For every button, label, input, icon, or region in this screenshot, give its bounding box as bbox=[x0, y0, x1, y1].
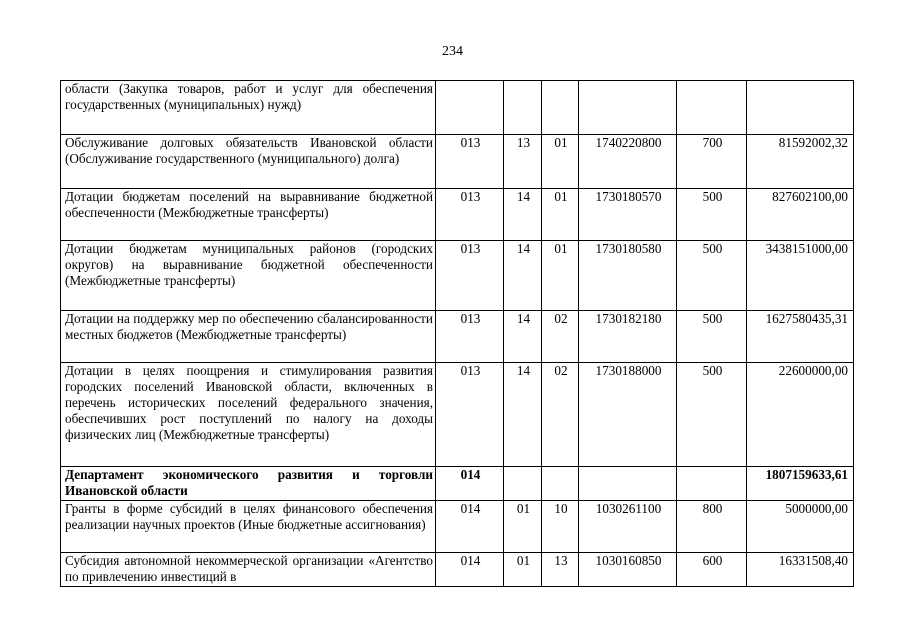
amount-cell: 3438151000,00 bbox=[747, 241, 854, 311]
desc-cell: Дотации бюджетам муниципальных районов (городских округов) на выравнивание бюджетной обеспеченности (Межбюджетные трансферты) bbox=[61, 241, 436, 311]
target-article-cell: 1730180580 bbox=[579, 241, 677, 311]
subsection-code-cell: 01 bbox=[542, 189, 579, 241]
ministry-code-cell bbox=[436, 81, 504, 135]
amount-cell: 22600000,00 bbox=[747, 363, 854, 467]
ministry-code-cell: 013 bbox=[436, 311, 504, 363]
amount-cell: 81592002,32 bbox=[747, 135, 854, 189]
section-code-cell: 14 bbox=[504, 241, 542, 311]
amount-cell: 16331508,40 bbox=[747, 553, 854, 587]
subsection-code-cell: 02 bbox=[542, 363, 579, 467]
table-row bbox=[61, 241, 854, 311]
ministry-code-cell: 013 bbox=[436, 241, 504, 311]
subsection-code-cell: 13 bbox=[542, 553, 579, 587]
table-row bbox=[61, 81, 854, 135]
section-code-cell: 01 bbox=[504, 553, 542, 587]
target-article-cell: 1740220800 bbox=[579, 135, 677, 189]
expense-type-cell bbox=[677, 467, 747, 501]
expense-type-cell: 500 bbox=[677, 189, 747, 241]
ministry-code-cell: 013 bbox=[436, 363, 504, 467]
section-code-cell bbox=[504, 467, 542, 501]
desc-cell: Обслуживание долговых обязательств Ивановской области (Обслуживание государственного (муниципального) долга) bbox=[61, 135, 436, 189]
ministry-code-cell: 014 bbox=[436, 467, 504, 501]
section-code-cell: 01 bbox=[504, 501, 542, 553]
desc-cell: Дотации бюджетам поселений на выравнивание бюджетной обеспеченности (Межбюджетные трансферты) bbox=[61, 189, 436, 241]
expense-type-cell: 500 bbox=[677, 311, 747, 363]
desc-cell: Дотации на поддержку мер по обеспечению сбалансированности местных бюджетов (Межбюджетные трансферты) bbox=[61, 311, 436, 363]
desc-cell: Субсидия автономной некоммерческой организации «Агентство по привлечению инвестиций в bbox=[61, 553, 436, 587]
expense-type-cell: 600 bbox=[677, 553, 747, 587]
table-row bbox=[61, 311, 854, 363]
target-article-cell: 1030261100 bbox=[579, 501, 677, 553]
desc-cell: Дотации в целях поощрения и стимулирования развития городских поселений Ивановской области, включенных в перечень исторических поселений федерального значения, обеспечивших рост поступлений по налогу на доходы физических лиц (Межбюджетные трансферты) bbox=[61, 363, 436, 467]
expense-type-cell bbox=[677, 81, 747, 135]
expense-type-cell: 700 bbox=[677, 135, 747, 189]
subsection-code-cell bbox=[542, 81, 579, 135]
amount-cell: 1627580435,31 bbox=[747, 311, 854, 363]
target-article-cell bbox=[579, 467, 677, 501]
desc-cell: Гранты в форме субсидий в целях финансового обеспечения реализации научных проектов (Иные бюджетные ассигнования) bbox=[61, 501, 436, 553]
subsection-code-cell: 10 bbox=[542, 501, 579, 553]
table-row bbox=[61, 189, 854, 241]
amount-cell: 827602100,00 bbox=[747, 189, 854, 241]
expense-type-cell: 500 bbox=[677, 363, 747, 467]
subsection-code-cell bbox=[542, 467, 579, 501]
table-row bbox=[61, 467, 854, 501]
section-code-cell bbox=[504, 81, 542, 135]
subsection-code-cell: 01 bbox=[542, 135, 579, 189]
target-article-cell bbox=[579, 81, 677, 135]
subsection-code-cell: 01 bbox=[542, 241, 579, 311]
section-code-cell: 13 bbox=[504, 135, 542, 189]
ministry-code-cell: 014 bbox=[436, 501, 504, 553]
section-code-cell: 14 bbox=[504, 189, 542, 241]
target-article-cell: 1730180570 bbox=[579, 189, 677, 241]
section-code-cell: 14 bbox=[504, 363, 542, 467]
amount-cell: 1807159633,61 bbox=[747, 467, 854, 501]
target-article-cell: 1030160850 bbox=[579, 553, 677, 587]
table-row bbox=[61, 363, 854, 467]
table-row bbox=[61, 553, 854, 587]
expense-type-cell: 800 bbox=[677, 501, 747, 553]
target-article-cell: 1730188000 bbox=[579, 363, 677, 467]
table-row bbox=[61, 135, 854, 189]
expense-type-cell: 500 bbox=[677, 241, 747, 311]
ministry-code-cell: 013 bbox=[436, 189, 504, 241]
budget-table bbox=[60, 80, 854, 587]
subsection-code-cell: 02 bbox=[542, 311, 579, 363]
ministry-code-cell: 013 bbox=[436, 135, 504, 189]
desc-cell: области (Закупка товаров, работ и услуг для обеспечения государственных (муниципальных) нужд) bbox=[61, 81, 436, 135]
target-article-cell: 1730182180 bbox=[579, 311, 677, 363]
amount-cell bbox=[747, 81, 854, 135]
desc-cell: Департамент экономического развития и торговли Ивановской области bbox=[61, 467, 436, 501]
amount-cell: 5000000,00 bbox=[747, 501, 854, 553]
page-number: 234 bbox=[442, 44, 463, 59]
ministry-code-cell: 014 bbox=[436, 553, 504, 587]
section-code-cell: 14 bbox=[504, 311, 542, 363]
table-row bbox=[61, 501, 854, 553]
